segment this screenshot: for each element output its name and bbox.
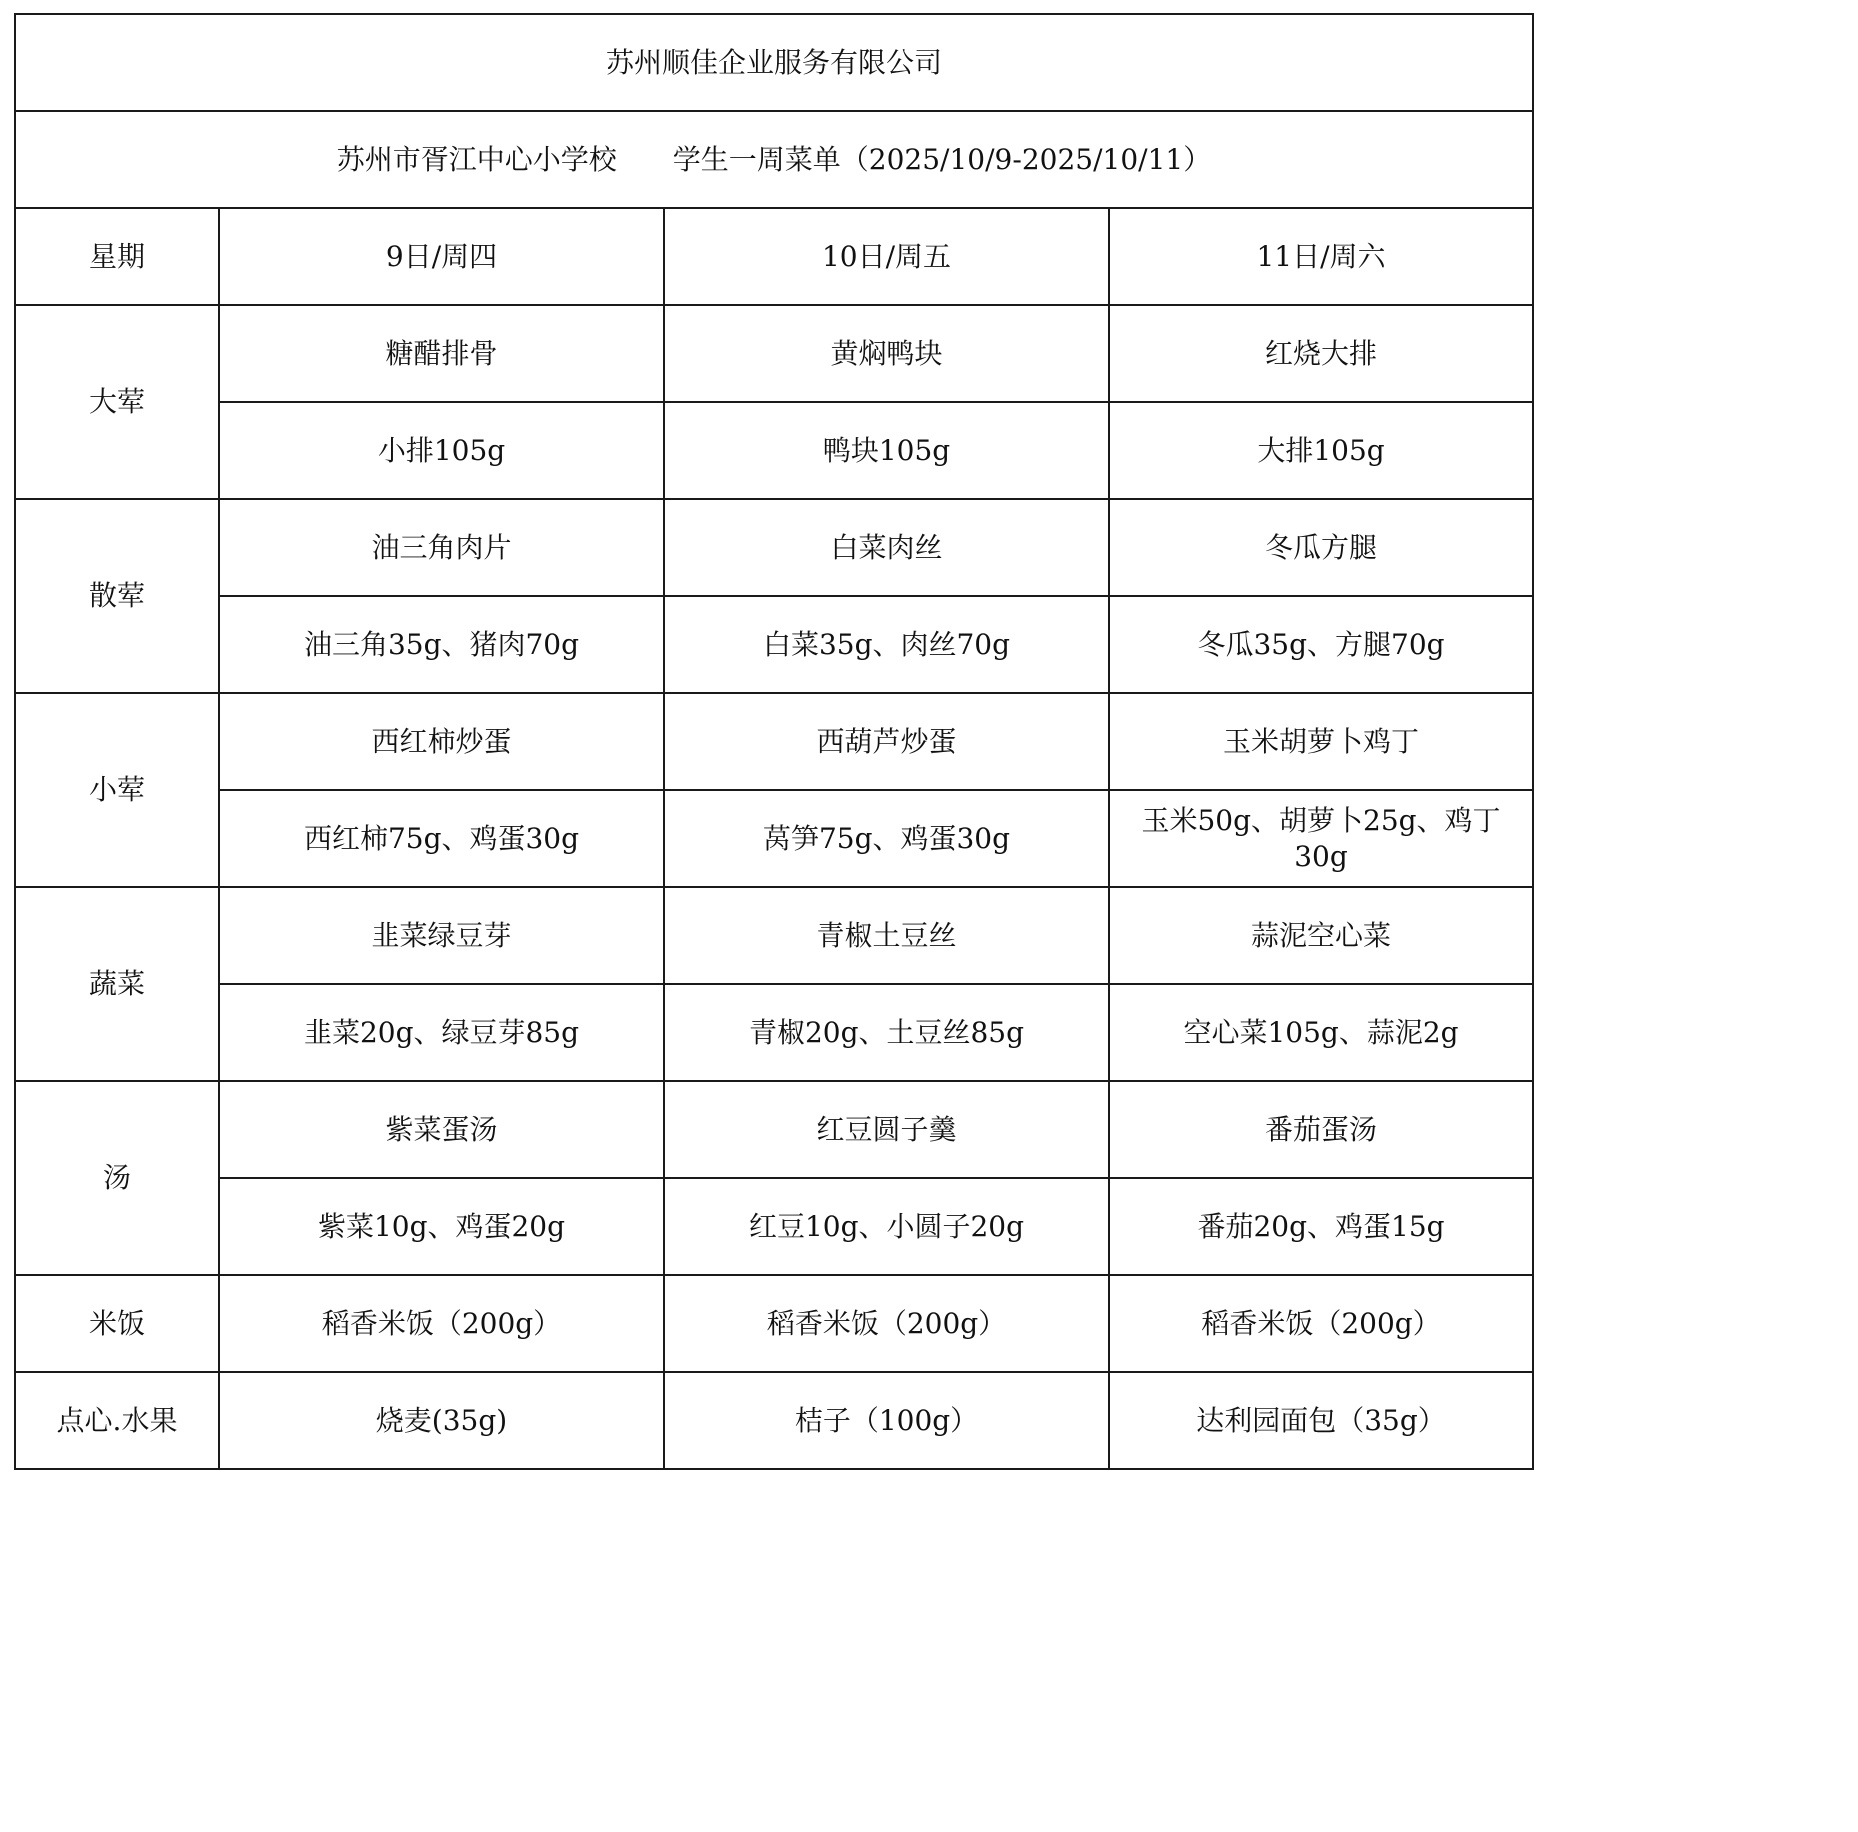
category-rice: 米饭 <box>15 1275 219 1372</box>
snack-fruit-row <box>15 1372 1533 1469</box>
main-meat-ingredient-row <box>15 402 1533 499</box>
dish-cell: 西红柿炒蛋 <box>219 693 664 790</box>
menu-title <box>15 111 1533 208</box>
ingredient-cell: 莴笋75g、鸡蛋30g <box>664 790 1109 887</box>
ingredient-cell: 红豆10g、小圆子20g <box>664 1178 1109 1275</box>
ingredient-cell: 空心菜105g、蒜泥2g <box>1109 984 1533 1081</box>
ingredient-cell: 冬瓜35g、方腿70g <box>1109 596 1533 693</box>
vegetable-ingredient-row <box>15 984 1533 1081</box>
dish-cell: 白菜肉丝 <box>664 499 1109 596</box>
category-soup: 汤 <box>15 1081 219 1275</box>
category-mixed-meat: 散荤 <box>15 499 219 693</box>
ingredient-cell: 小排105g <box>219 402 664 499</box>
small-meat-dish-row <box>15 693 1533 790</box>
day-header-row <box>15 208 1533 305</box>
rice-cell: 稻香米饭（200g） <box>219 1275 664 1372</box>
company-row <box>15 14 1533 111</box>
category-small-meat: 小荤 <box>15 693 219 887</box>
dish-cell: 玉米胡萝卜鸡丁 <box>1109 693 1533 790</box>
ingredient-cell: 大排105g <box>1109 402 1533 499</box>
mixed-meat-dish-row <box>15 499 1533 596</box>
ingredient-cell: 玉米50g、胡萝卜25g、鸡丁30g <box>1109 790 1533 887</box>
dish-cell: 韭菜绿豆芽 <box>219 887 664 984</box>
snack-cell: 达利园面包（35g） <box>1109 1372 1533 1469</box>
category-vegetable: 蔬菜 <box>15 887 219 1081</box>
menu-title-row <box>15 111 1533 208</box>
dish-cell: 红烧大排 <box>1109 305 1533 402</box>
small-meat-ingredient-row <box>15 790 1533 887</box>
dish-cell: 西葫芦炒蛋 <box>664 693 1109 790</box>
snack-cell: 桔子（100g） <box>664 1372 1109 1469</box>
dish-cell: 油三角肉片 <box>219 499 664 596</box>
main-meat-dish-row <box>15 305 1533 402</box>
rice-cell: 稻香米饭（200g） <box>1109 1275 1533 1372</box>
ingredient-cell: 白菜35g、肉丝70g <box>664 596 1109 693</box>
ingredient-cell: 西红柿75g、鸡蛋30g <box>219 790 664 887</box>
soup-dish-row <box>15 1081 1533 1178</box>
ingredient-cell: 韭菜20g、绿豆芽85g <box>219 984 664 1081</box>
dish-cell: 黄焖鸭块 <box>664 305 1109 402</box>
ingredient-cell: 油三角35g、猪肉70g <box>219 596 664 693</box>
ingredient-cell: 紫菜10g、鸡蛋20g <box>219 1178 664 1275</box>
dish-cell: 青椒土豆丝 <box>664 887 1109 984</box>
ingredient-cell: 番茄20g、鸡蛋15g <box>1109 1178 1533 1275</box>
dish-cell: 红豆圆子羹 <box>664 1081 1109 1178</box>
dish-cell: 番茄蛋汤 <box>1109 1081 1533 1178</box>
category-main-meat: 大荤 <box>15 305 219 499</box>
day-header-3: 11日/周六 <box>1109 208 1533 305</box>
weekday-label: 星期 <box>15 208 219 305</box>
category-snack-fruit: 点心.水果 <box>15 1372 219 1469</box>
rice-row <box>15 1275 1533 1372</box>
snack-cell: 烧麦(35g) <box>219 1372 664 1469</box>
vegetable-dish-row <box>15 887 1533 984</box>
company-name: 苏州顺佳企业服务有限公司 <box>15 14 1533 111</box>
dish-cell: 糖醋排骨 <box>219 305 664 402</box>
dish-cell: 冬瓜方腿 <box>1109 499 1533 596</box>
ingredient-cell: 鸭块105g <box>664 402 1109 499</box>
menu-period: 学生一周菜单（2025/10/9-2025/10/11） <box>672 142 1212 176</box>
ingredient-cell: 青椒20g、土豆丝85g <box>664 984 1109 1081</box>
soup-ingredient-row <box>15 1178 1533 1275</box>
rice-cell: 稻香米饭（200g） <box>664 1275 1109 1372</box>
day-header-1: 9日/周四 <box>219 208 664 305</box>
mixed-meat-ingredient-row <box>15 596 1533 693</box>
dish-cell: 紫菜蛋汤 <box>219 1081 664 1178</box>
day-header-2: 10日/周五 <box>664 208 1109 305</box>
school-name: 苏州市胥江中心小学校 <box>336 142 617 176</box>
dish-cell: 蒜泥空心菜 <box>1109 887 1533 984</box>
weekly-menu-table <box>14 13 1534 1470</box>
